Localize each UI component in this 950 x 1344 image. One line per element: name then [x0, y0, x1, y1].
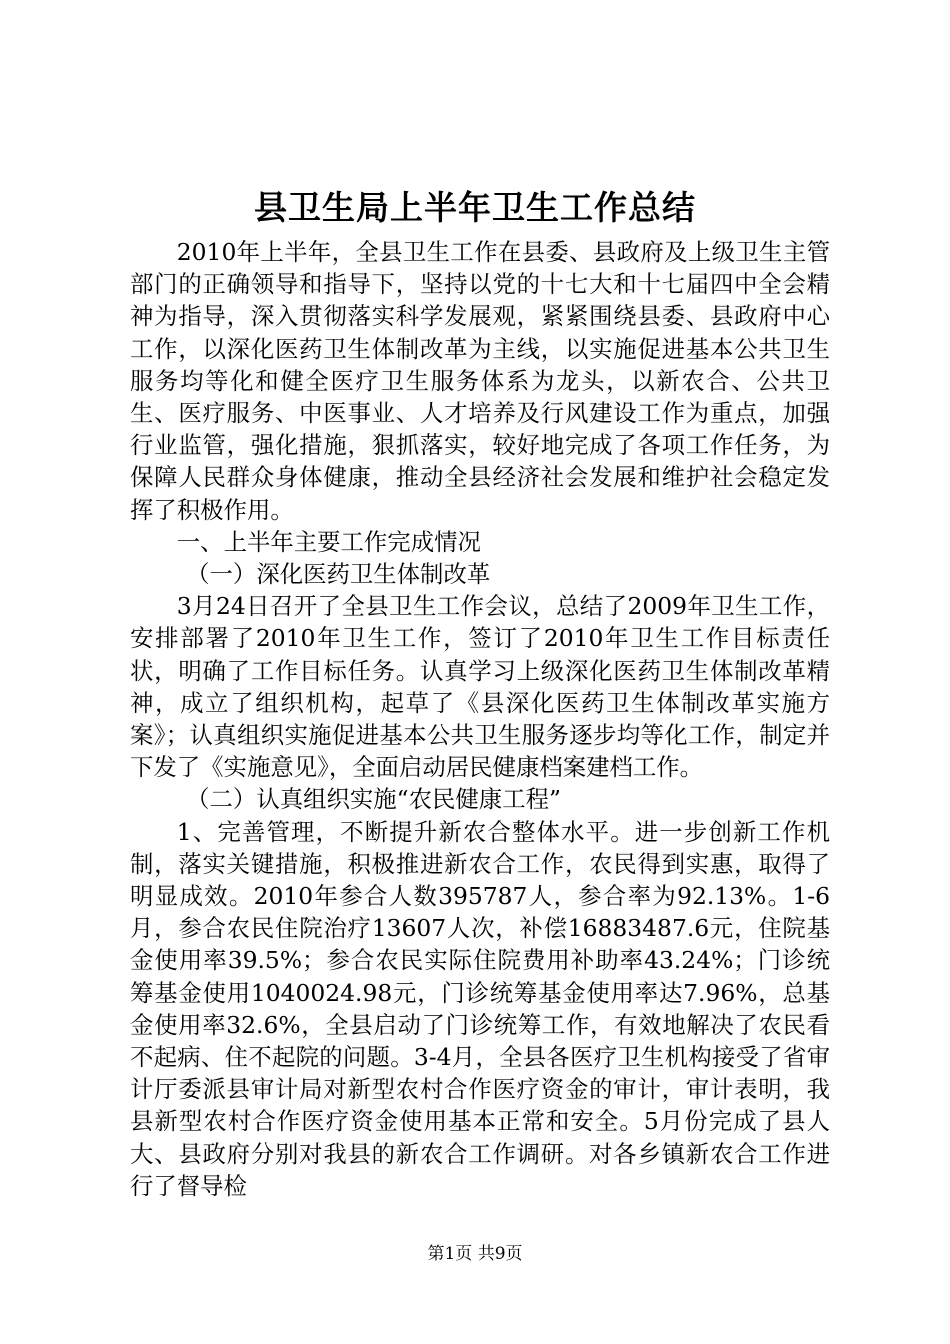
document-title: 县卫生局上半年卫生工作总结 — [254, 188, 696, 227]
subsection-heading-2: （二）认真组织实施“农民健康工程” — [186, 785, 561, 814]
intro-paragraph: 2010年上半年，全县卫生工作在县委、县政府及上级卫生主管部门的正确领导和指导下，坚持以党的十七大和十七届四中全会精神为指导，深入贯彻落实科学发展观，紧紧围绕县委、县政府中心工作，以深化医药卫生体制改革为主线，以实施促进基本公共卫生服务均等化和健全医疗卫生服务体系为龙头，以新农合、公共卫生、医疗服务、中医事业、人才培养及行风建设工作为重点，加强行业监管，强化措施，狠抓落实，较好地完成了各项工作任务，为保障人民群众身体健康，推动全县经济社会发展和维护社会稳定发挥了积极作用。 — [130, 238, 830, 524]
page-number-footer: 第1页 共9页 — [427, 1244, 523, 1264]
document-body — [130, 236, 830, 1202]
subsection-heading-1: （一）深化医药卫生体制改革 — [186, 560, 491, 589]
section-heading-1: 一、上半年主要工作完成情况 — [176, 527, 481, 556]
body-paragraph-ncms: 1、完善管理，不断提升新农合整体水平。进一步创新工作机制，落实关键措施，积极推进新农合工作，农民得到实惠，取得了明显成效。2010年参合人数395787人，参合率为92.13%。1-6月，参合农民住院治疗13607人次，补偿16883487.6元，住院基金使用率39.5%；参合农民实际住院费用补助率43.24%；门诊统筹基金使用1040024.98元，门诊统筹基金使用率达7.96%，总基金使用率32.6%，全县启动了门诊统筹工作，有效地解决了农民看不起病、住不起院的问题。3-4月，全县各医疗卫生机构接受了省审计厅委派县审计局对新型农村合作医疗资金的审计，审计表明，我县新型农村合作医疗资金使用基本正常和安全。5月份完成了县人大、县政府分别对我县的新农合工作调研。对各乡镇新农合工作进行了督导检 — [130, 817, 830, 1200]
body-paragraph-reform: 3月24日召开了全县卫生工作会议，总结了2009年卫生工作，安排部署了2010年卫生工作，签订了2010年卫生工作目标责任状，明确了工作目标任务。认真学习上级深化医药卫生体制改革精神，成立了组织机构，起草了《县深化医药卫生体制改革实施方案》；认真组织实施促进基本公共卫生服务逐步均等化工作，制定并下发了《实施意见》，全面启动居民健康档案建档工作。 — [130, 592, 830, 782]
